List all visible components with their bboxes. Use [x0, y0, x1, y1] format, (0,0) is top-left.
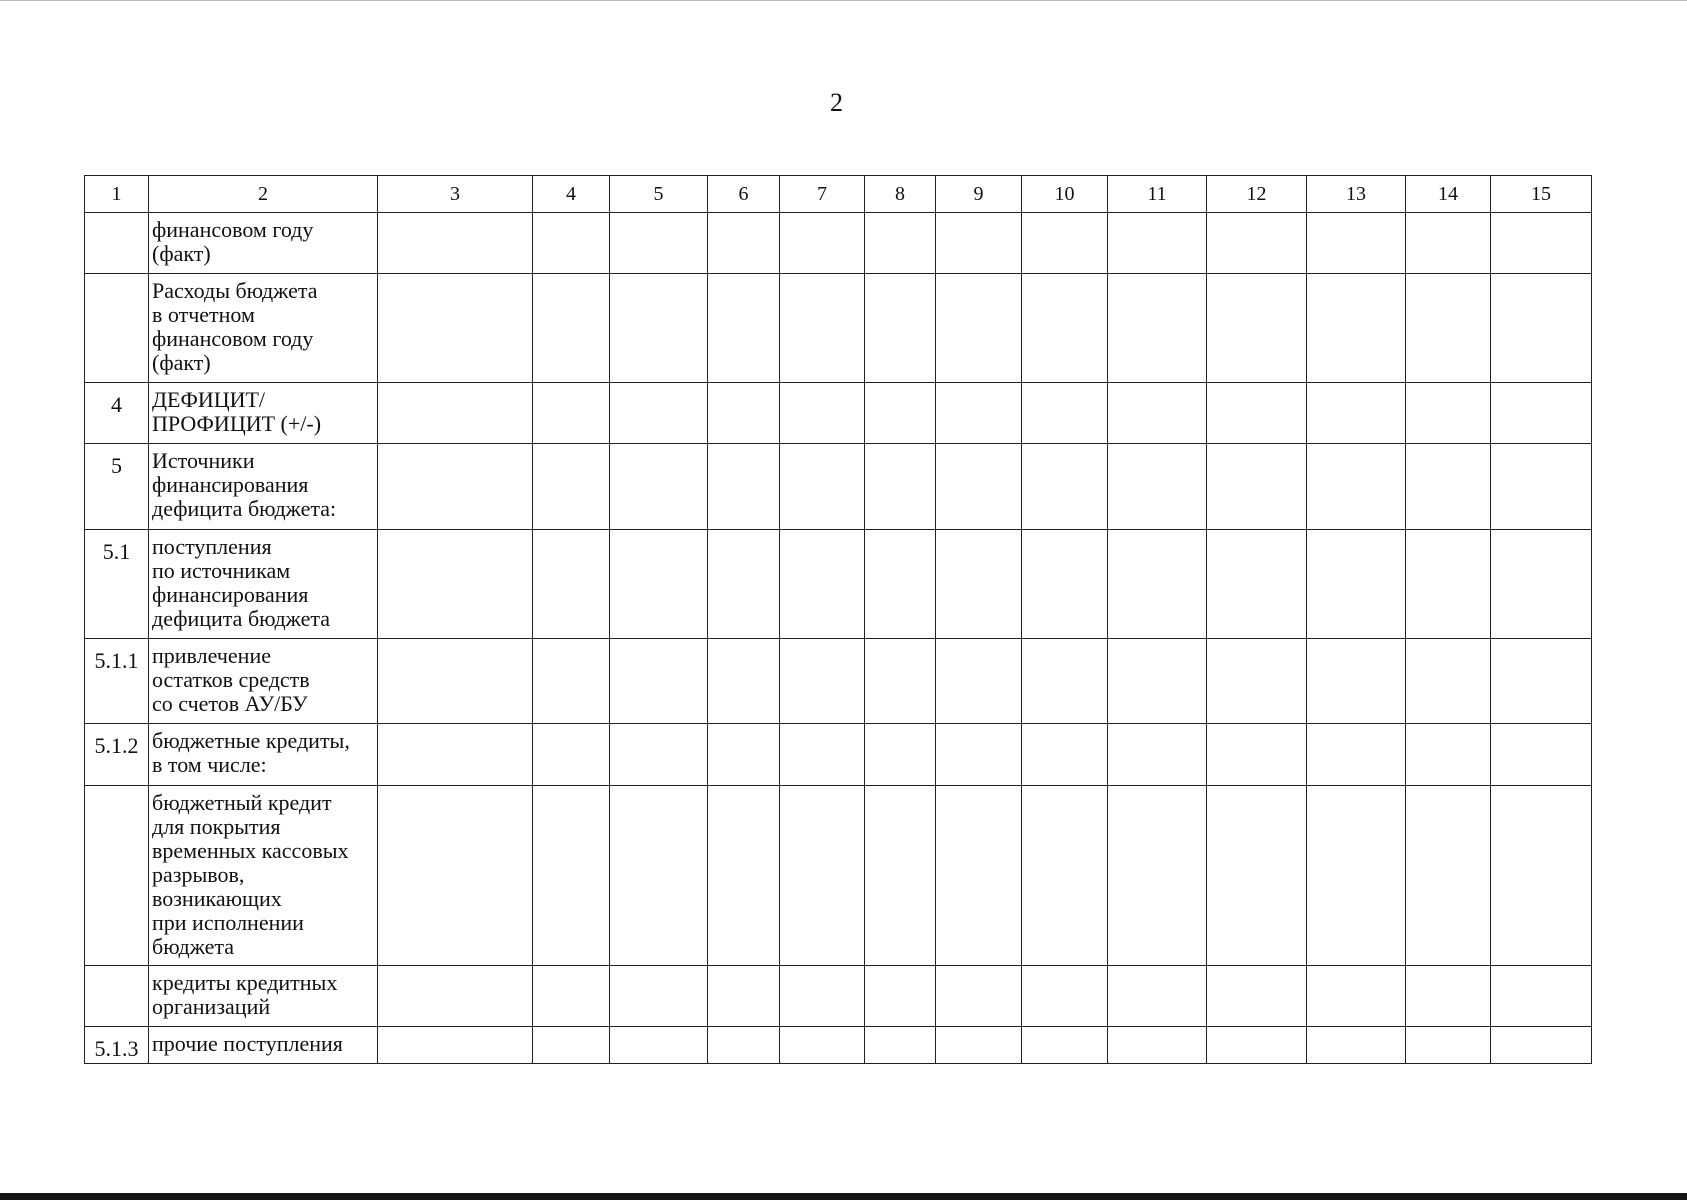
data-cell-col-9 — [936, 530, 1022, 639]
data-cell-col-6 — [708, 786, 780, 966]
data-cell-col-3 — [378, 383, 533, 444]
data-cell-col-15 — [1491, 444, 1592, 530]
data-cell-col-12 — [1207, 444, 1307, 530]
data-cell-col-11 — [1108, 786, 1207, 966]
header-cell-6: 6 — [708, 176, 780, 213]
header-cell-12: 12 — [1207, 176, 1307, 213]
row-label: Расходы бюджета в отчетном финансовом году (факт) — [149, 274, 378, 383]
data-cell-col-15 — [1491, 786, 1592, 966]
scan-edge-top — [0, 0, 1687, 1]
table-row — [85, 639, 1592, 724]
header-cell-11: 11 — [1108, 176, 1207, 213]
data-cell-col-14 — [1406, 444, 1491, 530]
header-cell-14: 14 — [1406, 176, 1491, 213]
row-number: 5 — [85, 444, 149, 530]
data-cell-col-7 — [780, 639, 865, 724]
data-cell-col-12 — [1207, 724, 1307, 786]
data-cell-col-13 — [1307, 213, 1406, 274]
data-cell-col-3 — [378, 444, 533, 530]
data-cell-col-8 — [865, 274, 936, 383]
data-cell-col-10 — [1022, 966, 1108, 1027]
row-label: поступления по источникам финансирования дефицита бюджета — [149, 530, 378, 639]
data-cell-col-9 — [936, 724, 1022, 786]
row-label: ДЕФИЦИТ/ ПРОФИЦИТ (+/-) — [149, 383, 378, 444]
table-row — [85, 724, 1592, 786]
table-row — [85, 213, 1592, 274]
header-cell-8: 8 — [865, 176, 936, 213]
data-cell-col-10 — [1022, 383, 1108, 444]
data-cell-col-8 — [865, 639, 936, 724]
data-cell-col-9 — [936, 444, 1022, 530]
data-cell-col-15 — [1491, 1027, 1592, 1064]
data-cell-col-4 — [533, 444, 610, 530]
data-cell-col-6 — [708, 966, 780, 1027]
header-cell-10: 10 — [1022, 176, 1108, 213]
table-row — [85, 444, 1592, 530]
data-cell-col-12 — [1207, 530, 1307, 639]
data-cell-col-5 — [610, 444, 708, 530]
data-cell-col-10 — [1022, 786, 1108, 966]
data-cell-col-15 — [1491, 530, 1592, 639]
data-cell-col-6 — [708, 1027, 780, 1064]
data-cell-col-15 — [1491, 274, 1592, 383]
row-label: кредиты кредитных организаций — [149, 966, 378, 1027]
data-cell-col-12 — [1207, 639, 1307, 724]
data-cell-col-7 — [780, 213, 865, 274]
table-body — [85, 213, 1592, 1064]
data-cell-col-4 — [533, 786, 610, 966]
data-cell-col-5 — [610, 274, 708, 383]
data-cell-col-10 — [1022, 274, 1108, 383]
data-cell-col-7 — [780, 444, 865, 530]
data-cell-col-12 — [1207, 1027, 1307, 1064]
data-cell-col-6 — [708, 444, 780, 530]
data-cell-col-13 — [1307, 444, 1406, 530]
data-cell-col-10 — [1022, 530, 1108, 639]
data-cell-col-11 — [1108, 213, 1207, 274]
data-cell-col-5 — [610, 1027, 708, 1064]
data-cell-col-9 — [936, 213, 1022, 274]
row-number: 5.1 — [85, 530, 149, 639]
data-cell-col-3 — [378, 966, 533, 1027]
data-cell-col-5 — [610, 639, 708, 724]
data-cell-col-10 — [1022, 724, 1108, 786]
data-cell-col-3 — [378, 274, 533, 383]
data-cell-col-14 — [1406, 274, 1491, 383]
data-cell-col-4 — [533, 530, 610, 639]
data-cell-col-13 — [1307, 786, 1406, 966]
data-cell-col-10 — [1022, 444, 1108, 530]
header-cell-5: 5 — [610, 176, 708, 213]
data-cell-col-4 — [533, 1027, 610, 1064]
row-number: 5.1.3 — [85, 1027, 149, 1064]
data-cell-col-13 — [1307, 966, 1406, 1027]
data-cell-col-9 — [936, 1027, 1022, 1064]
data-cell-col-14 — [1406, 530, 1491, 639]
row-label: финансовом году (факт) — [149, 213, 378, 274]
data-cell-col-8 — [865, 724, 936, 786]
row-number — [85, 786, 149, 966]
data-cell-col-4 — [533, 724, 610, 786]
page-number: 2 — [830, 88, 843, 117]
data-cell-col-3 — [378, 1027, 533, 1064]
data-cell-col-6 — [708, 724, 780, 786]
table-row — [85, 1027, 1592, 1064]
row-number — [85, 966, 149, 1027]
data-cell-col-9 — [936, 966, 1022, 1027]
row-number: 5.1.2 — [85, 724, 149, 786]
row-number: 4 — [85, 383, 149, 444]
data-cell-col-14 — [1406, 966, 1491, 1027]
table-row — [85, 966, 1592, 1027]
data-cell-col-4 — [533, 639, 610, 724]
data-cell-col-8 — [865, 383, 936, 444]
row-label: Источники финансирования дефицита бюджета: — [149, 444, 378, 530]
table-row — [85, 383, 1592, 444]
data-cell-col-6 — [708, 639, 780, 724]
data-cell-col-14 — [1406, 724, 1491, 786]
data-cell-col-3 — [378, 639, 533, 724]
header-cell-2: 2 — [149, 176, 378, 213]
data-cell-col-9 — [936, 786, 1022, 966]
data-cell-col-12 — [1207, 383, 1307, 444]
data-cell-col-6 — [708, 530, 780, 639]
data-cell-col-6 — [708, 213, 780, 274]
data-cell-col-5 — [610, 530, 708, 639]
data-cell-col-7 — [780, 530, 865, 639]
data-cell-col-8 — [865, 530, 936, 639]
data-cell-col-10 — [1022, 213, 1108, 274]
data-cell-col-14 — [1406, 786, 1491, 966]
header-cell-3: 3 — [378, 176, 533, 213]
data-cell-col-10 — [1022, 1027, 1108, 1064]
table-row — [85, 530, 1592, 639]
row-label: привлечение остатков средств со счетов АУ/БУ — [149, 639, 378, 724]
table-header — [85, 176, 1592, 213]
data-cell-col-14 — [1406, 1027, 1491, 1064]
row-label: бюджетный кредит для покрытия временных кассовых разрывов, возникающих при исполнении бюджета — [149, 786, 378, 966]
data-cell-col-11 — [1108, 383, 1207, 444]
data-cell-col-14 — [1406, 213, 1491, 274]
data-cell-col-7 — [780, 383, 865, 444]
data-cell-col-9 — [936, 639, 1022, 724]
data-cell-col-5 — [610, 786, 708, 966]
data-cell-col-13 — [1307, 1027, 1406, 1064]
header-cell-7: 7 — [780, 176, 865, 213]
table-row — [85, 274, 1592, 383]
data-cell-col-7 — [780, 786, 865, 966]
data-cell-col-9 — [936, 274, 1022, 383]
data-cell-col-3 — [378, 786, 533, 966]
data-cell-col-13 — [1307, 724, 1406, 786]
data-cell-col-13 — [1307, 274, 1406, 383]
scan-edge-bottom — [0, 1193, 1687, 1200]
data-cell-col-15 — [1491, 383, 1592, 444]
data-cell-col-11 — [1108, 1027, 1207, 1064]
header-cell-4: 4 — [533, 176, 610, 213]
data-cell-col-15 — [1491, 639, 1592, 724]
data-cell-col-12 — [1207, 213, 1307, 274]
data-cell-col-13 — [1307, 383, 1406, 444]
budget-form-table — [84, 175, 1592, 1064]
data-cell-col-7 — [780, 1027, 865, 1064]
data-cell-col-5 — [610, 383, 708, 444]
data-cell-col-3 — [378, 530, 533, 639]
data-cell-col-5 — [610, 724, 708, 786]
data-cell-col-11 — [1108, 639, 1207, 724]
table-row — [85, 786, 1592, 966]
data-cell-col-11 — [1108, 530, 1207, 639]
row-label: прочие поступления — [149, 1027, 378, 1064]
data-cell-col-6 — [708, 274, 780, 383]
row-number — [85, 274, 149, 383]
data-cell-col-14 — [1406, 383, 1491, 444]
row-number — [85, 213, 149, 274]
data-cell-col-4 — [533, 213, 610, 274]
data-cell-col-13 — [1307, 639, 1406, 724]
data-cell-col-5 — [610, 213, 708, 274]
header-cell-9: 9 — [936, 176, 1022, 213]
header-cell-13: 13 — [1307, 176, 1406, 213]
data-cell-col-3 — [378, 724, 533, 786]
data-cell-col-8 — [865, 1027, 936, 1064]
data-cell-col-15 — [1491, 966, 1592, 1027]
data-cell-col-8 — [865, 444, 936, 530]
data-cell-col-4 — [533, 966, 610, 1027]
data-cell-col-12 — [1207, 966, 1307, 1027]
header-cell-1: 1 — [85, 176, 149, 213]
data-cell-col-6 — [708, 383, 780, 444]
data-cell-col-10 — [1022, 639, 1108, 724]
data-cell-col-13 — [1307, 530, 1406, 639]
data-cell-col-8 — [865, 213, 936, 274]
data-cell-col-12 — [1207, 274, 1307, 383]
data-cell-col-11 — [1108, 724, 1207, 786]
data-cell-col-15 — [1491, 724, 1592, 786]
data-cell-col-9 — [936, 383, 1022, 444]
data-cell-col-4 — [533, 274, 610, 383]
data-cell-col-14 — [1406, 639, 1491, 724]
data-cell-col-8 — [865, 786, 936, 966]
header-cell-15: 15 — [1491, 176, 1592, 213]
data-cell-col-4 — [533, 383, 610, 444]
data-cell-col-3 — [378, 213, 533, 274]
data-cell-col-15 — [1491, 213, 1592, 274]
data-cell-col-7 — [780, 966, 865, 1027]
data-cell-col-11 — [1108, 444, 1207, 530]
data-cell-col-7 — [780, 724, 865, 786]
row-label: бюджетные кредиты, в том числе: — [149, 724, 378, 786]
data-cell-col-11 — [1108, 966, 1207, 1027]
header-row — [85, 176, 1592, 213]
data-cell-col-5 — [610, 966, 708, 1027]
row-number: 5.1.1 — [85, 639, 149, 724]
data-cell-col-11 — [1108, 274, 1207, 383]
data-cell-col-8 — [865, 966, 936, 1027]
data-cell-col-12 — [1207, 786, 1307, 966]
data-cell-col-7 — [780, 274, 865, 383]
